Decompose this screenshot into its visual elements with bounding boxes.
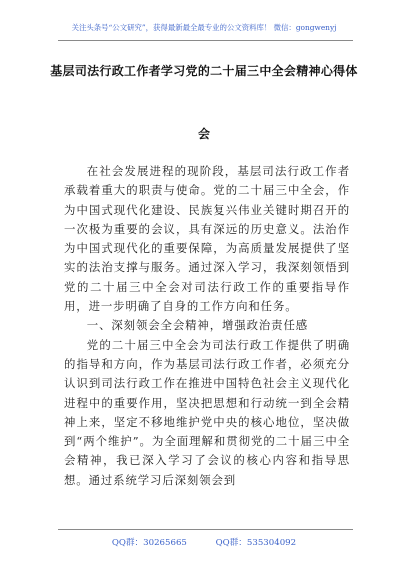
section-heading-1: 一、深刻领会全会精神，增强政治责任感 [86,318,309,333]
footer-qq-group-1: QQ群：30265665 [111,538,187,548]
document-title-line-2: 会 [197,127,210,141]
footer-divider [58,529,353,530]
footer-contact [0,536,408,548]
footer-qq-group-2: QQ群：535304092 [215,538,297,548]
body-paragraph-intro: 在社会发展进程的现阶段，基层司法行政工作者承载着重大的职责与使命。党的二十届三中全会，作为中国式现代化建设、民族复兴伟业关键时期召开的一次极为重要的会议，具有深远的历史意义。法治作为中国式现代化的重要保障，为高质量发展提供了坚实的法治支撑与服务。通过深入学习，我深刻领悟到党的二十届三中全会对司法行政工作的重要指导作用，进一步明确了自身的工作方向和任务。 [64,164,350,314]
header-notice: 关注头条号“公文研究”，获得最新最全最专业的公文资料库！ 微信：gongwenyj [71,23,337,32]
body-paragraph-section-1: 党的二十届三中全会为司法行政工作提供了明确的指导和方向，作为基层司法行政工作者，必须充分认识到司法行政工作在推进中国特色社会主义现代化进程中的重要作用，坚决把思想和行动统一到全会精神上来，坚定不移地维护党中央的核心地位，坚决做到“两个维护”。为全面理解和贯彻党的二十届三中全会精神，我已深入学习了会议的核心内容和指导思想。通过系统学习后深刻领会到 [64,337,350,487]
document-title-line-1: 基层司法行政工作者学习党的二十届三中全会精神心得体 [50,64,358,78]
header-divider [58,40,353,41]
document-body [64,162,350,490]
